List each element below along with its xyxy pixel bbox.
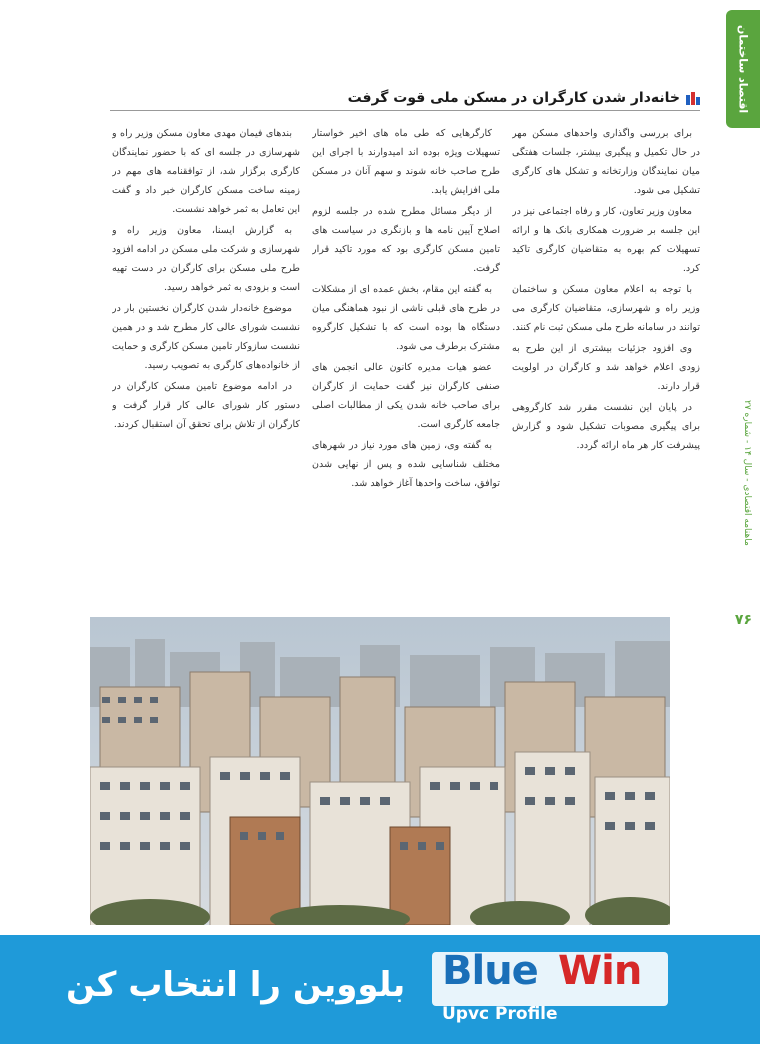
paragraph: معاون وزیر تعاون، کار و رفاه اجتماعی نیز در این جلسه بر ضرورت همکاری بانک ها و ارائه تسهیلات کم بهره به متقاضیان کارگری تاکید کرد. (512, 206, 700, 274)
article-body (112, 124, 700, 624)
ad-slogan: بلووین را انتخاب کن (66, 965, 406, 1005)
column-2 (312, 124, 500, 624)
logo-text-blue: Blue (442, 948, 538, 994)
logo-text-win: Win (558, 948, 642, 994)
paragraph: به گزارش ایسنا، معاون وزیر راه و شهرسازی و شرکت ملی مسکن در ادامه افزود طرح ملی مسکن برای کارگران در دست تهیه است و بزودی به ثمر خواهد رسید. (112, 225, 300, 293)
paragraph: وی افزود جزئیات بیشتری از این طرح به زودی اعلام خواهد شد و کارگران در اولویت قرار دارند. (512, 343, 700, 392)
bluewin-logo (432, 946, 672, 1032)
building-icon (686, 91, 700, 105)
paragraph: موضوع خانه‌دار شدن کارگران نخستین بار در نشست شورای عالی کار مطرح شد و در همین نشست سازوکار تامین مسکن کارگری و حمایت از خانواده‌های کارگری به تصویب رسید. (112, 303, 300, 371)
headline-block (348, 90, 700, 106)
paragraph: به گفته این مقام، بخش عمده ای از مشکلات در طرح های قبلی ناشی از نبود هماهنگی میان دستگاه ها بوده است که با تشکیل کارگروه مشترک برطرف می شود. (312, 284, 500, 352)
paragraph: در پایان این نشست مقرر شد کارگروهی برای پیگیری مصوبات تشکیل شود و گزارش پیشرفت کار هر ماه ارائه گردد. (512, 402, 700, 451)
section-tab-label: اقتصاد ساختمان (736, 24, 750, 114)
headline-divider (110, 110, 700, 111)
paragraph: بندهای فیمان مهدی معاون مسکن وزیر راه و شهرسازی در جلسه ای که با حضور نمایندگان کارگری برگزار شد، از توافقنامه های مهم در زمینه ساخت مسکن کارگران خبر داد و گفت این تعامل به ثمر خواهد نشست. (112, 128, 300, 215)
paragraph: به گفته وی، زمین های مورد نیاز در شهرهای مختلف شناسایی شده و پس از نهایی شدن توافق، ساخت واحدها آغاز خواهد شد. (312, 440, 500, 489)
page-number: ۷۶ (734, 612, 752, 628)
issue-info: ماهنامه اقتصادی - سال ۱۴ - شماره ۲۷ (742, 400, 752, 546)
logo-subtitle: Upvc Profile (442, 1004, 558, 1024)
article-headline: خانه‌دار شدن کارگران در مسکن ملی قوت گرفت (347, 90, 680, 106)
paragraph: با توجه به اعلام معاون مسکن و ساختمان وزیر راه و شهرسازی، متقاضیان کارگری می توانند در سامانه طرح ملی مسکن ثبت نام کنند. (512, 284, 700, 333)
section-tab (726, 10, 760, 128)
paragraph: عضو هیات مدیره کانون عالی انجمن های صنفی کارگران نیز گفت حمایت از کارگران برای صاحب خانه شدن یکی از مطالبات اصلی جامعه کارگری است. (312, 362, 500, 430)
column-3 (512, 124, 700, 624)
column-1 (112, 124, 300, 624)
paragraph: کارگرهایی که طی ماه های اخیر خواستار تسهیلات ویژه بوده اند امیدوارند با اجرای این طرح صاحب خانه شوند و سهم آنان در مسکن ملی افزایش یابد. (312, 128, 500, 196)
paragraph: برای بررسی واگذاری واحدهای مسکن مهر در حال تکمیل و پیگیری بیشتر، جلسات هفتگی میان نمایندگان وزارتخانه و تشکل های کارگری تشکیل می شود. (512, 128, 700, 196)
paragraph: در ادامه موضوع تامین مسکن کارگران در دستور کار شورای عالی کار قرار گرفت و کارگران از تلاش برای تحقق آن استقبال کردند. (112, 381, 300, 430)
paragraph: از دیگر مسائل مطرح شده در جلسه لزوم اصلاح آیین نامه ها و بازنگری در سیاست های تامین مسکن کارگری بود که مورد تاکید قرار گرفت. (312, 206, 500, 274)
city-skyline-photo (90, 617, 670, 925)
